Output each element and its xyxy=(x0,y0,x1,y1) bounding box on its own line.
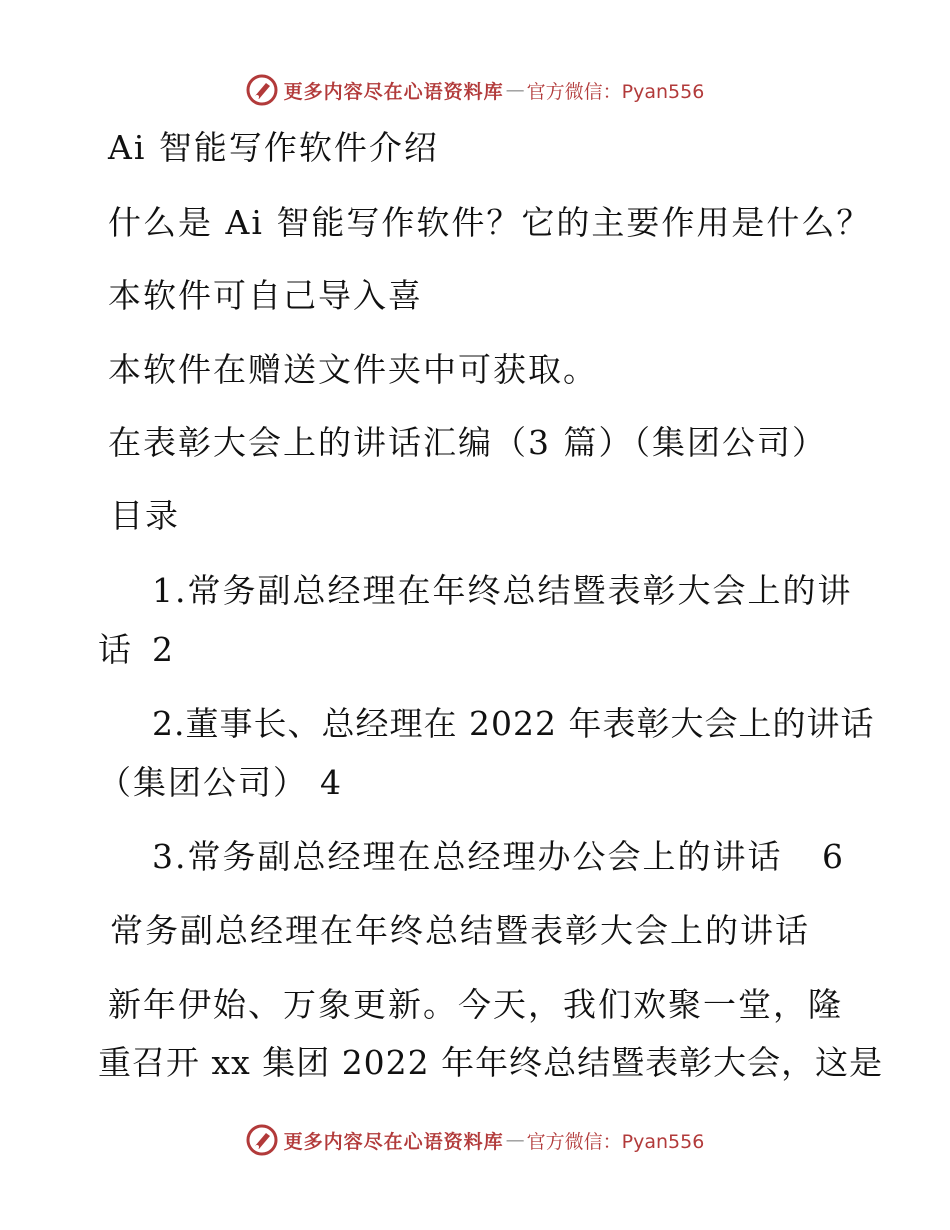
toc-entry-2-page: 4 xyxy=(320,763,341,802)
doc-line-download: 本软件在赠送文件夹中可获取。 xyxy=(108,350,598,389)
toc-entry-1-cont: 话 xyxy=(98,630,133,669)
banner-separator: — xyxy=(505,1129,525,1151)
toc-entry-1-page: 2 xyxy=(152,630,173,669)
pen-logo-icon xyxy=(246,1124,278,1156)
doc-question: 什么是 Ai 智能写作软件？它的主要作用是什么？ xyxy=(108,203,872,242)
toc-entry-2-cont: （集团公司） xyxy=(98,763,308,802)
body-line-2: 重召开 xx 集团 2022 年年终总结暨表彰大会，这是 xyxy=(98,1043,884,1082)
banner-brand: 更多内容尽在心语资料库 xyxy=(283,1130,504,1153)
toc-entry-2-text: 2.董事长、总经理在 2022 年表彰大会上的讲话 xyxy=(152,704,875,743)
pen-logo-icon xyxy=(246,74,278,106)
doc-line-import: 本软件可自己导入喜 xyxy=(108,276,423,315)
toc-entry-1-text: 1.常务副总经理在年终总结暨表彰大会上的讲 xyxy=(152,571,853,610)
banner-contact: 官方微信：Pyan556 xyxy=(526,80,705,103)
section-title: 常务副总经理在年终总结暨表彰大会上的讲话 xyxy=(110,911,810,950)
toc-entry-3-text: 3.常务副总经理在总经理办公会上的讲话 xyxy=(152,837,783,876)
header-banner xyxy=(0,70,950,110)
compilation-title: 在表彰大会上的讲话汇编（3 篇）（集团公司） xyxy=(108,423,827,462)
banner-brand: 更多内容尽在心语资料库 xyxy=(283,80,504,103)
toc-heading: 目录 xyxy=(110,496,180,535)
banner-contact: 官方微信：Pyan556 xyxy=(526,1130,705,1153)
banner-separator: — xyxy=(505,79,525,101)
doc-title: Ai 智能写作软件介绍 xyxy=(108,128,439,167)
toc-entry-3-page: 6 xyxy=(822,837,843,876)
footer-banner xyxy=(0,1120,950,1160)
body-line-1: 新年伊始、万象更新。今天，我们欢聚一堂，隆 xyxy=(108,985,843,1024)
